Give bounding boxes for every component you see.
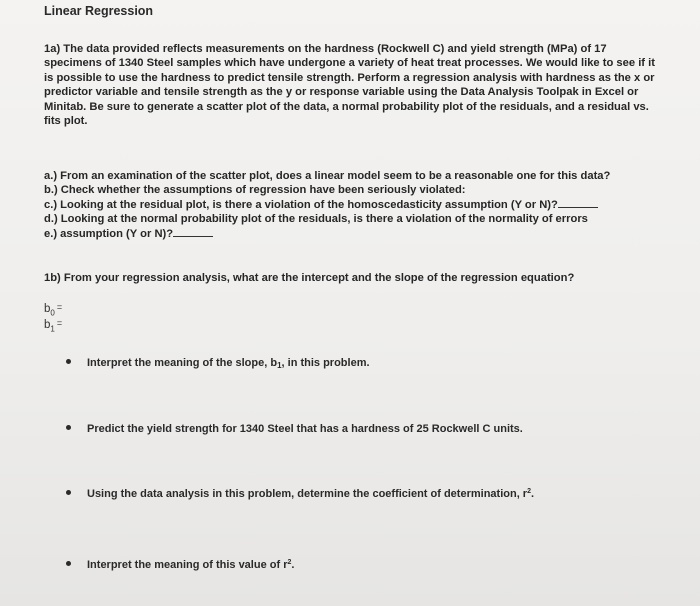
bullet-dot-icon: [66, 490, 71, 495]
interpret-text-post: .: [291, 559, 295, 571]
answer-blank-c[interactable]: [558, 197, 598, 208]
intercept-b0-row: [44, 302, 62, 317]
slope-subscript: 1: [277, 361, 282, 370]
bullet-coefficient-determination: [66, 488, 534, 500]
answer-blank-e[interactable]: [173, 226, 213, 237]
b1-subscript: 1: [50, 324, 55, 334]
bullet-interpret-slope: [66, 357, 370, 370]
bullet-dot-icon: [66, 359, 71, 364]
bullet-predict: [66, 423, 523, 435]
question-d: d.) Looking at the normal probability plot of the residuals, is there a violation of the normality of errors: [44, 212, 588, 225]
bullet-interpret-r2: [66, 559, 294, 571]
problem-1b-text: 1b) From your regression analysis, what are the intercept and the slope of the regression equation?: [44, 272, 575, 284]
question-e: e.) assumption (Y or N)?: [44, 228, 174, 241]
interpret-text-pre: Interpret the meaning of this value of r: [87, 559, 288, 571]
problem-1a-text: 1a) The data provided reflects measurements on the hardness (Rockwell C) and yield strength (MPa) of 17 specimens of 1340 Steel samples which have undergone a variety of heat treat processes. We would like to see if it is possible to use the hardness to predict tensile strength. Perform a regression analysis with hardness as the x or predictor variable and tensile strength as the y or response variable using the Data Analysis Toolpak in Excel or Minitab. Be sure to generate a scatter plot of the data, a normal probability plot of the residuals, and a residual vs. fits plot.: [44, 43, 655, 128]
page-title: Linear Regression: [44, 4, 154, 18]
question-b: b.) Check whether the assumptions of regression have been seriously violated:: [44, 183, 466, 196]
bullet-dot-icon: [66, 561, 71, 566]
determination-superscript: 2: [527, 488, 531, 495]
question-c: c.) Looking at the residual plot, is there a violation of the homoscedasticity assumption (Y or N)?: [44, 199, 558, 212]
slope-b1-row: [44, 318, 62, 333]
determination-text-pre: Using the data analysis in this problem, determine the coefficient of determination, r: [87, 488, 528, 500]
b0-subscript: 0: [50, 308, 55, 318]
slope-text-pre: Interpret the meaning of the slope, b: [87, 357, 278, 369]
question-a: a.) From an examination of the scatter plot, does a linear model seem to be a reasonable one for this data?: [44, 170, 611, 182]
b0-equals: =: [56, 302, 63, 312]
predict-text: Predict the yield strength for 1340 Steel that has a hardness of 25 Rockwell C units.: [87, 423, 523, 435]
question-list: [44, 170, 664, 242]
question-c-row: [44, 197, 664, 213]
interpret-superscript: 2: [287, 559, 292, 566]
question-e-row: [44, 226, 664, 242]
b0-letter: b: [44, 303, 51, 315]
b1-letter: b: [44, 319, 51, 331]
slope-text-post: , in this problem.: [281, 357, 370, 369]
bullet-dot-icon: [66, 425, 71, 430]
determination-text-post: .: [531, 488, 535, 500]
b1-equals: =: [56, 318, 63, 328]
